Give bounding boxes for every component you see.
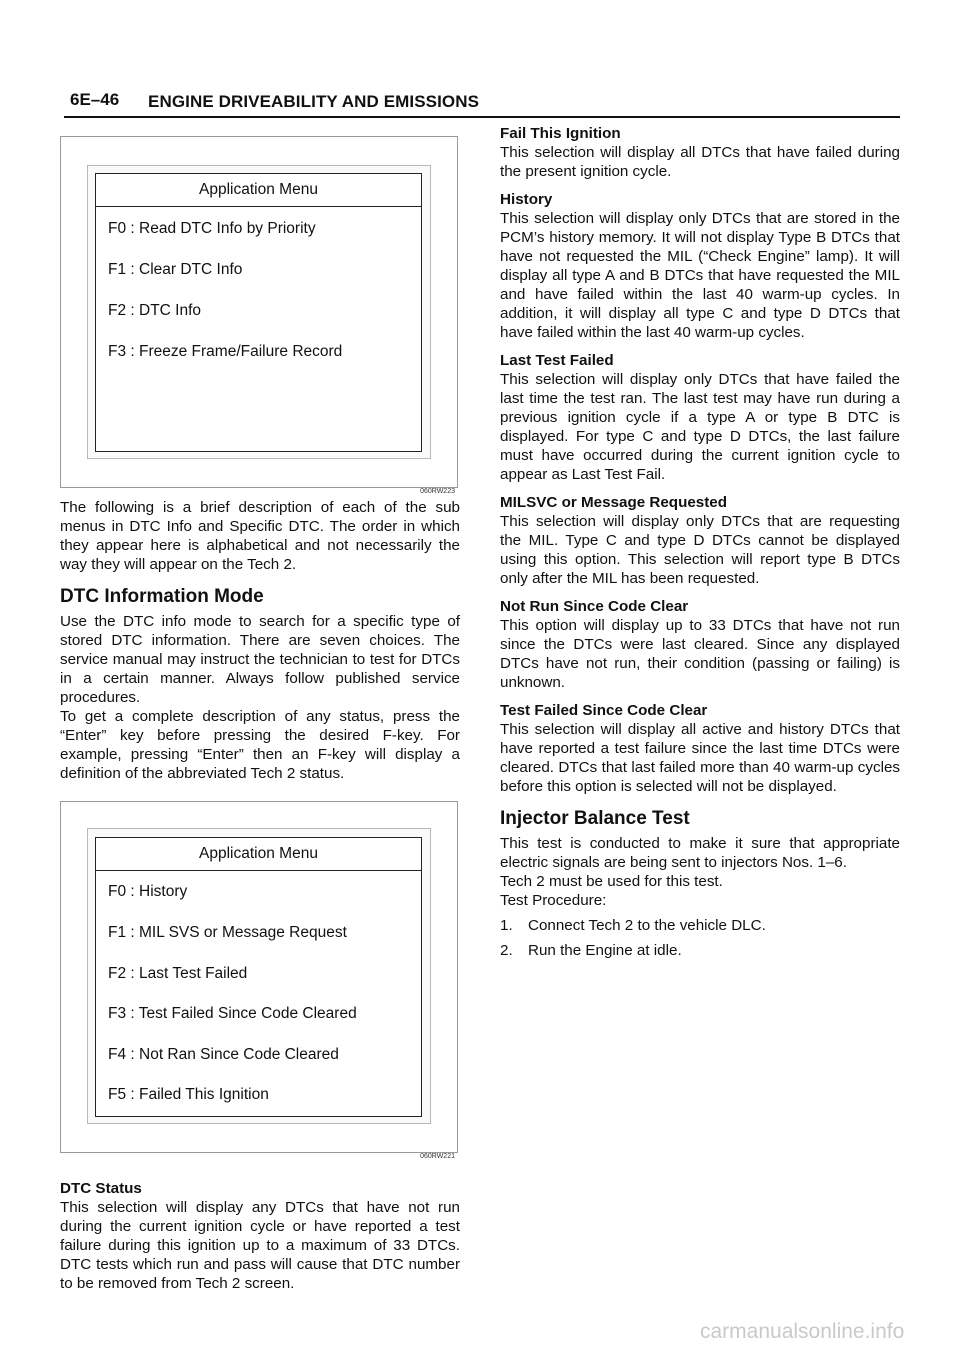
test-failed-since-clear-paragraph: This selection will display all active and history DTCs that have reported a test failure since the last time DTCs were cleared. DTCs that last failed more than 40 warm-up cycles before this option is selected will not be displayed. bbox=[500, 721, 900, 795]
step-number: 1. bbox=[500, 917, 513, 934]
history-paragraph: This selection will display only DTCs that are stored in the PCM’s history memory. It will not display Type B DTCs that have not requested the MIL (“Check Engine” lamp). It will display all type A and B DTCs that have requested the MIL and have failed within the last 40 warm-up cycles. In addition, it will display all type C and type D DTCs that have failed within the last 40 warm-up cycles. bbox=[500, 210, 900, 341]
screen-frame bbox=[87, 165, 431, 459]
page-header bbox=[64, 88, 900, 118]
not-run-paragraph: This option will display up to 33 DTCs that have not run since the DTCs were last cleared. Since any displayed DTCs have not run, their condition (passing or failing) is unknown. bbox=[500, 617, 900, 691]
last-test-failed-paragraph: This selection will display only DTCs that have failed the last time the test ran. The last test may have run during a previous ignition cycle if a type A or type B DTC is displayed. For type C and type D DTCs, the last failure must have occurred during the current ignition cycle to appear as Last Test Fail. bbox=[500, 371, 900, 483]
figure-code: 060RW223 bbox=[420, 488, 455, 495]
step-number: 2. bbox=[500, 942, 513, 959]
last-test-failed-heading: Last Test Failed bbox=[500, 352, 614, 369]
step-text: Connect Tech 2 to the vehicle DLC. bbox=[528, 917, 766, 934]
menu-title: Application Menu bbox=[96, 174, 421, 207]
menu-screen bbox=[95, 173, 422, 452]
dtc-status-paragraph: This selection will display any DTCs that have not run during the current ignition cycle or have reported a test failure during this ignition up to a maximum of 33 DTCs. DTC tests which run and pass will cause that DTC number to be removed from Tech 2 screen. bbox=[60, 1199, 460, 1292]
history-heading: History bbox=[500, 191, 553, 208]
figure-code: 060RW221 bbox=[420, 1153, 455, 1160]
dtc-status-heading: DTC Status bbox=[60, 1180, 142, 1197]
milsvc-paragraph: This selection will display only DTCs that are requesting the MIL. Type C and type D DTCs cannot be displayed using this option. This selection will report type B DTCs only after the MIL has been requested. bbox=[500, 513, 900, 587]
not-run-heading: Not Run Since Code Clear bbox=[500, 598, 689, 615]
right-column bbox=[500, 124, 900, 960]
intro-paragraph: The following is a brief description of each of the sub menus in DTC Info and Specific DTC. The order in which they appear here is alphabetical and not necessarily the way they will appear on the Tech 2. bbox=[60, 499, 460, 573]
dtc-information-heading: DTC Information Mode bbox=[60, 586, 264, 607]
procedure-step bbox=[500, 941, 900, 960]
fail-this-ignition-heading: Fail This Ignition bbox=[500, 125, 621, 142]
figure-application-menu-2 bbox=[60, 801, 458, 1160]
menu-item-f2: F2 : DTC Info bbox=[108, 302, 202, 319]
screen-frame bbox=[87, 828, 431, 1124]
menu-title: Application Menu bbox=[96, 838, 421, 871]
test-failed-since-clear-heading: Test Failed Since Code Clear bbox=[500, 702, 708, 719]
menu-item-f3: F3 : Test Failed Since Code Cleared bbox=[108, 1005, 357, 1022]
injector-balance-paragraph: This test is conducted to make it sure that appropriate electric signals are being sent to injectors Nos. 1–6. bbox=[500, 835, 900, 871]
page-title: ENGINE DRIVEABILITY AND EMISSIONS bbox=[148, 92, 480, 111]
menu-item-f3: F3 : Freeze Frame/Failure Record bbox=[108, 343, 343, 360]
watermark: carmanualsonline.info bbox=[700, 1320, 905, 1343]
dtc-information-paragraph-2: To get a complete description of any status, press the “Enter” key before pressing the desired F-key. For example, pressing “Enter” then an F-key will display a definition of the abbreviated Tech 2 status. bbox=[60, 708, 460, 782]
menu-item-f2: F2 : Last Test Failed bbox=[108, 965, 248, 982]
left-column bbox=[60, 136, 460, 1293]
menu-item-f0: F0 : History bbox=[108, 883, 188, 900]
step-text: Run the Engine at idle. bbox=[528, 942, 682, 959]
page-number: 6E–46 bbox=[70, 90, 120, 109]
menu-item-f4: F4 : Not Ran Since Code Cleared bbox=[108, 1046, 339, 1063]
test-procedure-label: Test Procedure: bbox=[500, 892, 607, 909]
injector-balance-heading: Injector Balance Test bbox=[500, 808, 690, 829]
milsvc-heading: MILSVC or Message Requested bbox=[500, 494, 728, 511]
menu-item-f5: F5 : Failed This Ignition bbox=[108, 1086, 269, 1103]
menu-item-f0: F0 : Read DTC Info by Priority bbox=[108, 220, 316, 237]
fail-this-ignition-paragraph: This selection will display all DTCs that have failed during the present ignition cycle. bbox=[500, 144, 900, 180]
menu-screen bbox=[95, 837, 422, 1117]
procedure-step bbox=[500, 916, 900, 935]
dtc-information-paragraph: Use the DTC info mode to search for a specific type of stored DTC information. There are seven choices. The service manual may instruct the technician to test for DTCs in a certain manner. Always follow published service procedures. bbox=[60, 613, 460, 706]
injector-tech2-note: Tech 2 must be used for this test. bbox=[500, 873, 723, 890]
menu-item-f1: F1 : Clear DTC Info bbox=[108, 261, 243, 278]
menu-item-f1: F1 : MIL SVS or Message Request bbox=[108, 924, 347, 941]
figure-application-menu-1 bbox=[60, 136, 458, 495]
